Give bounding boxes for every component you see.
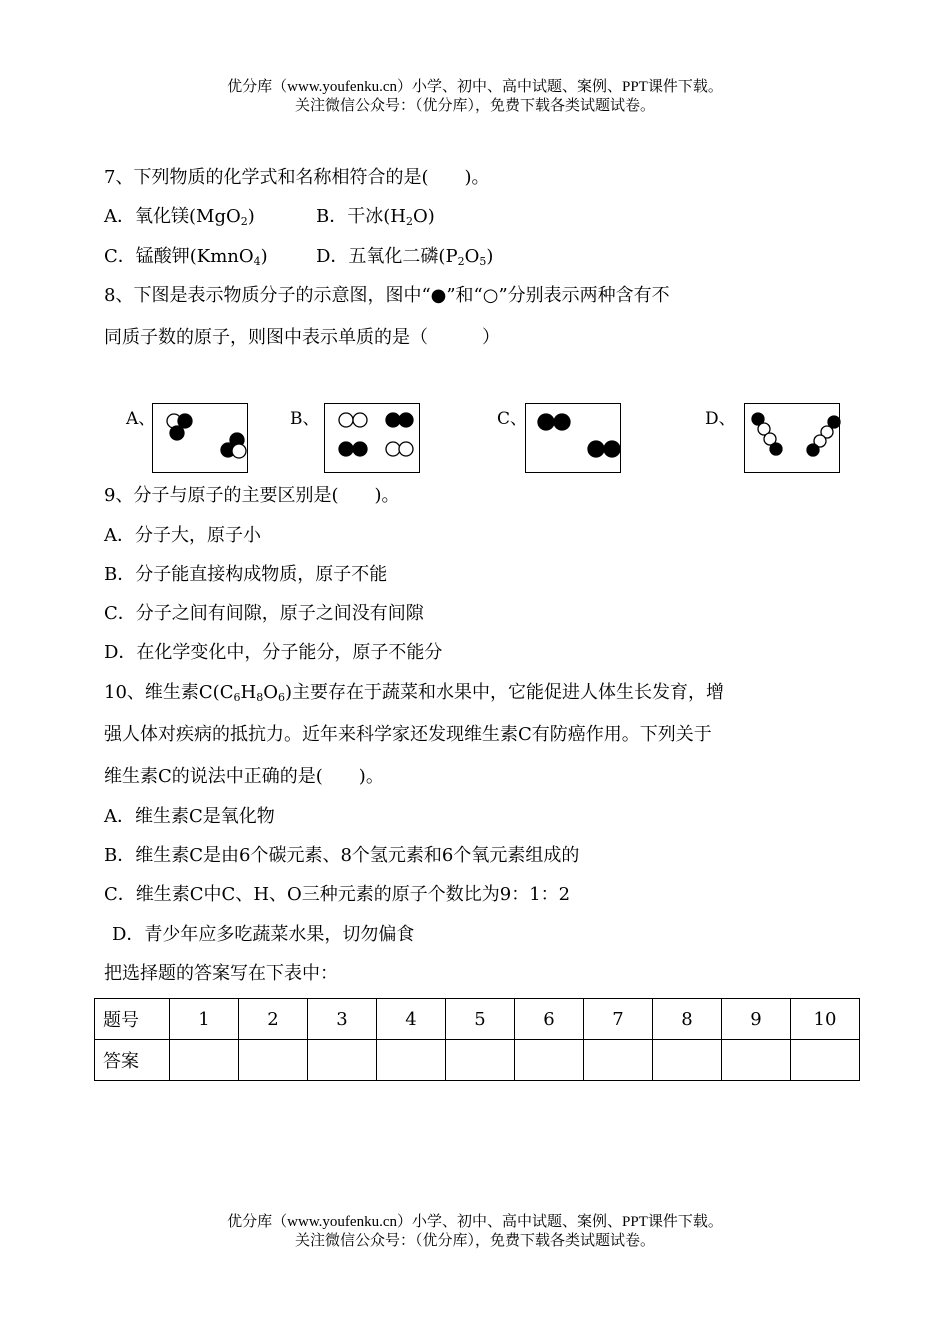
q9-option-a: A．分子大，原子小 xyxy=(104,525,261,546)
answer-table-header-row xyxy=(95,999,860,1040)
atom-black xyxy=(538,414,554,430)
q10-line-2: 强人体对疾病的抵抗力。近年来科学家还发现维生素C有防癌作用。下列关于 xyxy=(104,724,712,745)
question-number-cell: 9 xyxy=(722,999,791,1040)
q7-stem: 7、下列物质的化学式和名称相符合的是( )。 xyxy=(104,167,490,188)
answer-cell[interactable] xyxy=(377,1040,446,1081)
answer-cell[interactable] xyxy=(791,1040,860,1081)
q9-option-b: B．分子能直接构成物质，原子不能 xyxy=(104,564,388,585)
answer-cell[interactable] xyxy=(446,1040,515,1081)
atom-black xyxy=(807,444,819,456)
atom-white xyxy=(399,442,413,456)
q7-option-a: A．氧化镁(MgO$_2$) xyxy=(104,206,255,228)
atom-black xyxy=(770,443,782,455)
answer-cell[interactable] xyxy=(308,1040,377,1081)
answer-cell[interactable] xyxy=(653,1040,722,1081)
question-number-label: 题号 xyxy=(95,999,170,1040)
question-number-cell: 5 xyxy=(446,999,515,1040)
question-number-cell: 2 xyxy=(239,999,308,1040)
atom-white xyxy=(386,442,400,456)
answer-table xyxy=(94,998,860,1081)
atom-black xyxy=(399,413,413,427)
q9-stem: 9、分子与原子的主要区别是( )。 xyxy=(104,485,400,506)
q10-option-c: C．维生素C中C、H、O三种元素的原子个数比为9：1：2 xyxy=(104,884,571,905)
footer-line-2: 关注微信公众号：（优分库），免费下载各类试题试卷。 xyxy=(294,1233,655,1249)
atom-black xyxy=(386,413,400,427)
atom-white xyxy=(232,444,246,458)
atom-black xyxy=(554,414,570,430)
answer-table-answer-row xyxy=(95,1040,860,1081)
answer-cell[interactable] xyxy=(584,1040,653,1081)
q8-line-2: 同质子数的原子，则图中表示单质的是（ ） xyxy=(104,327,500,348)
q7-option-d: D．五氧化二磷$(P_2O_5)$ xyxy=(316,246,494,268)
q9-option-d: D．在化学变化中，分子能分，原子不能分 xyxy=(104,642,443,663)
diagram-label-c: C、 xyxy=(497,409,528,429)
atom-black xyxy=(353,442,367,456)
q9-option-c: C．分子之间有间隙，原子之间没有间隙 xyxy=(104,603,424,624)
atom-white xyxy=(353,413,367,427)
atom-black xyxy=(604,441,620,457)
q10-line-3: 维生素C的说法中正确的是( )。 xyxy=(104,766,384,787)
question-number-cell: 1 xyxy=(170,999,239,1040)
question-number-cell: 10 xyxy=(791,999,860,1040)
q10-option-b: B．维生素C是由6个碳元素、8个氢元素和6个氧元素组成的 xyxy=(104,845,580,866)
answer-label: 答案 xyxy=(95,1040,170,1081)
answer-table-intro: 把选择题的答案写在下表中： xyxy=(104,963,338,984)
header-line-1: 优分库（www.youfenku.cn）小学、初中、高中试题、案例、PPT课件下载。 xyxy=(227,79,723,95)
diagram-label-d: D、 xyxy=(705,409,736,429)
answer-cell[interactable] xyxy=(722,1040,791,1081)
atom-white xyxy=(339,413,353,427)
question-number-cell: 6 xyxy=(515,999,584,1040)
atom-black xyxy=(588,441,604,457)
question-number-cell: 4 xyxy=(377,999,446,1040)
diagram-label-a: A、 xyxy=(126,409,156,429)
q8-line-1: 8、下图是表示物质分子的示意图，图中“●”和“○”分别表示两种含有不 xyxy=(104,285,670,306)
question-number-cell: 7 xyxy=(584,999,653,1040)
q10-option-a: A．维生素C是氧化物 xyxy=(104,806,275,827)
answer-cell[interactable] xyxy=(515,1040,584,1081)
header-line-2: 关注微信公众号：（优分库），免费下载各类试题试卷。 xyxy=(294,98,655,114)
question-number-cell: 3 xyxy=(308,999,377,1040)
atom-black xyxy=(178,414,192,428)
q10-line-1: 10、维生素$C(C_6H_8O_6)$主要存在于蔬菜和水果中，它能促进人体生长发育，增 xyxy=(104,682,724,704)
answer-cell[interactable] xyxy=(170,1040,239,1081)
diagram-label-b: B、 xyxy=(290,409,320,429)
q10-option-d: D．青少年应多吃蔬菜水果，切勿偏食 xyxy=(112,924,415,945)
page-footer xyxy=(0,1213,950,1251)
q7-option-b: B．干冰$(H_2O)$ xyxy=(316,206,435,228)
footer-line-1: 优分库（www.youfenku.cn）小学、初中、高中试题、案例、PPT课件下载。 xyxy=(227,1214,723,1230)
question-number-cell: 8 xyxy=(653,999,722,1040)
q7-option-c: C．锰酸钾(KmnO$_4$) xyxy=(104,246,268,268)
atom-black xyxy=(339,442,353,456)
atom-black xyxy=(170,426,184,440)
answer-cell[interactable] xyxy=(239,1040,308,1081)
